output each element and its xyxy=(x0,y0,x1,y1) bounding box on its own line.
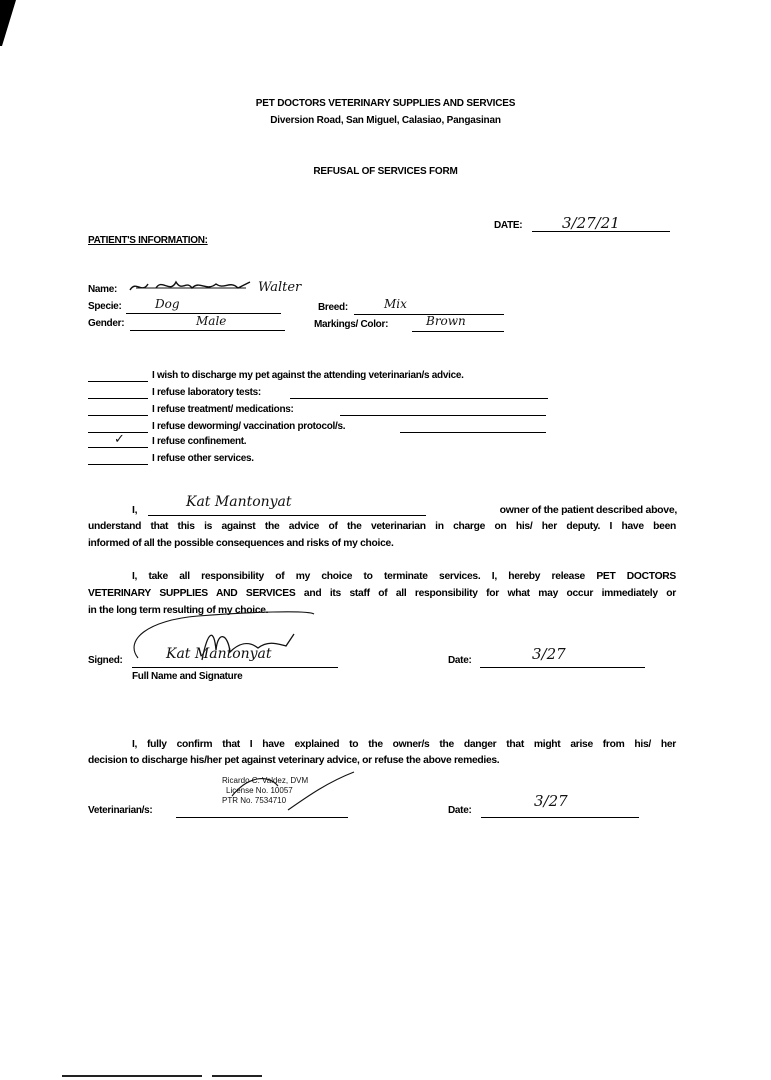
breed-value[interactable]: Mix xyxy=(384,297,407,311)
statement1-suffix: owner of the patient described above, xyxy=(499,504,677,516)
statement1-line2: understand that this is against the advice of the veterinarian in charge on his/ her deputy. I have been xyxy=(88,521,676,532)
scan-edge-line xyxy=(212,1075,262,1077)
signed-line xyxy=(132,667,338,668)
name-scribble xyxy=(126,276,256,298)
statement2-line3: in the long term resulting of my choice. xyxy=(88,605,269,616)
statement1-prefix: I, xyxy=(132,504,138,516)
statement2-line1: I, take all responsibility of my choice to terminate services. I, hereby release PET DOCTORS xyxy=(132,571,676,582)
refusal-item-3: I refuse treatment/ medications: xyxy=(152,404,294,415)
name-label: Name: xyxy=(88,284,118,295)
vet-date-value[interactable]: 3/27 xyxy=(534,792,568,810)
refusal-check-line-2[interactable] xyxy=(88,398,148,399)
vet-label: Veterinarian/s: xyxy=(88,805,153,816)
refusal-detail-line-4[interactable] xyxy=(400,432,546,433)
specie-label: Specie: xyxy=(88,301,122,312)
name-value[interactable]: Walter xyxy=(258,280,302,295)
confirmation-line2: decision to discharge his/her pet against veterinary advice, or refuse the above remedies. xyxy=(88,755,500,766)
refusal-item-6: I refuse other services. xyxy=(152,453,254,464)
specie-value[interactable]: Dog xyxy=(155,297,180,311)
scan-corner-mark xyxy=(0,0,20,48)
company-address: Diversion Road, San Miguel, Calasiao, Pangasinan xyxy=(270,115,501,126)
refusal-check-line-3[interactable] xyxy=(88,415,148,416)
signed-value[interactable]: Kat Mantonyat xyxy=(166,646,272,662)
scan-edge-line xyxy=(62,1075,202,1077)
form-title: REFUSAL OF SERVICES FORM xyxy=(313,166,458,177)
gender-value[interactable]: Male xyxy=(196,314,227,328)
refusal-item-1: I wish to discharge my pet against the attending veterinarian/s advice. xyxy=(152,370,464,381)
refusal-detail-line-3[interactable] xyxy=(340,415,546,416)
refusal-item-5: I refuse confinement. xyxy=(152,436,247,447)
owner-name[interactable]: Kat Mantonyat xyxy=(186,494,292,510)
signed-date-label: Date: xyxy=(448,655,472,666)
refusal-item-4: I refuse deworming/ vaccination protocol/s. xyxy=(152,421,346,432)
gender-label: Gender: xyxy=(88,318,125,329)
refusal-check-line-6[interactable] xyxy=(88,464,148,465)
signed-date-value[interactable]: 3/27 xyxy=(532,645,566,663)
vet-signature-drawing xyxy=(228,766,358,816)
markings-line xyxy=(412,331,504,332)
gender-line xyxy=(130,330,285,331)
owner-name-line xyxy=(148,515,426,516)
vet-date-label: Date: xyxy=(448,805,472,816)
refusal-item-2: I refuse laboratory tests: xyxy=(152,387,261,398)
refusal-detail-line-2[interactable] xyxy=(290,398,548,399)
confinement-check-mark[interactable]: ✓ xyxy=(114,432,125,447)
breed-label: Breed: xyxy=(318,302,348,313)
date-label: DATE: xyxy=(494,220,523,231)
vet-date-line xyxy=(481,817,639,818)
vet-line xyxy=(176,817,348,818)
statement1-line3: informed of all the possible consequences and risks of my choice. xyxy=(88,538,394,549)
confirmation-line1: I, fully confirm that I have explained to the owner/s the danger that might arise from his/ her xyxy=(132,739,676,750)
stamp-license: License No. 10057 xyxy=(226,786,293,795)
refusal-check-line-5[interactable] xyxy=(88,447,148,448)
signed-label: Signed: xyxy=(88,655,123,666)
refusal-check-line-1[interactable] xyxy=(88,381,148,382)
markings-value[interactable]: Brown xyxy=(426,314,466,328)
signed-date-line xyxy=(480,667,645,668)
statement2-line2: VETERINARY SUPPLIES AND SERVICES and its staff of all responsibility for what may occur immediately or xyxy=(88,588,676,599)
markings-label: Markings/ Color: xyxy=(314,319,389,330)
patient-info-label: PATIENT'S INFORMATION: xyxy=(88,235,208,246)
date-value[interactable]: 3/27/21 xyxy=(562,214,620,232)
company-name: PET DOCTORS VETERINARY SUPPLIES AND SERVICES xyxy=(255,98,516,109)
stamp-ptr: PTR No. 7534710 xyxy=(222,796,287,805)
stamp-name: Ricardo C. Valdez, DVM xyxy=(222,776,309,785)
signed-caption: Full Name and Signature xyxy=(132,671,243,682)
